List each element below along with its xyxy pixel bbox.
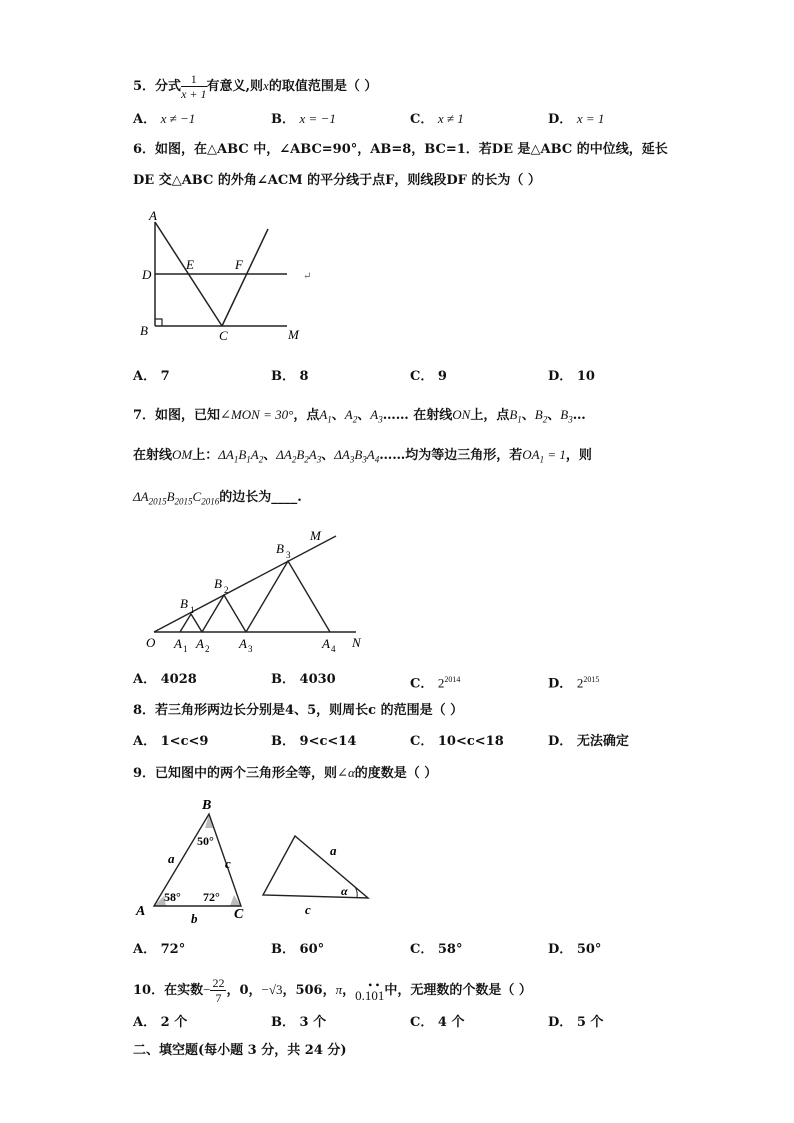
answer-blank[interactable]: ____ [271, 490, 298, 505]
svg-text:3: 3 [248, 644, 253, 654]
svg-text:c: c [305, 902, 311, 917]
q8-option-c[interactable]: C． 10<c<18 [410, 734, 504, 749]
q7-stem-line2: 在射线OM上：$\Delta A_1B_1A_2$、$\Delta A_2B_2A_3$、$\Delta A_3B_3A_4\dots\dots$均为等边三角形，若$OA_1 = 1$，则 [133, 447, 592, 465]
q6-stem-line2: DE 交△ABC 的外角∠ACM 的平分线于点F，则线段DF 的长为（ ） [133, 173, 541, 188]
q7-option-b[interactable]: B． 4030 [271, 672, 336, 687]
q5-option-b[interactable]: B． x = −1 [271, 111, 336, 127]
q6-figure [135, 205, 320, 345]
q7-figure [140, 525, 380, 655]
svg-text:A: A [136, 904, 146, 919]
paragraph-mark: ↵ [303, 271, 312, 282]
svg-text:C: C [234, 907, 244, 922]
triangle-a3b3a4 [246, 561, 330, 632]
label-f: F [235, 257, 243, 272]
q5-stem: 5．分式 $\frac{1}{x + 1}$ 有意义,则x的取值范围是（ ） [133, 72, 378, 101]
svg-text:4: 4 [331, 644, 336, 654]
q10-option-a[interactable]: A． 2 个 [133, 1015, 188, 1030]
q10-option-b[interactable]: B． 3 个 [271, 1015, 327, 1030]
svg-text:B: B [180, 596, 188, 611]
svg-text:72°: 72° [203, 890, 220, 904]
q7-option-a[interactable]: A． 4028 [133, 672, 197, 687]
q9-option-a[interactable]: A． 72° [133, 942, 186, 957]
svg-text:A: A [196, 636, 204, 651]
svg-text:b: b [191, 911, 198, 926]
svg-text:a: a [168, 851, 175, 866]
segment-cf-ray [222, 229, 268, 326]
repeating-decimal: 0.101 • • [355, 978, 385, 1003]
svg-text:A: A [174, 636, 182, 651]
svg-text:58°: 58° [164, 890, 181, 904]
triangle-congruent [263, 836, 368, 898]
triangle-a2b2a3 [202, 595, 246, 632]
q5-option-a[interactable]: A． x ≠ −1 [133, 111, 196, 127]
svg-text:c: c [225, 856, 231, 871]
q10-stem: 10．在实数− $\frac{22}{7}$ ，0，−√3，506，π，0.101 • • 中，无理数的个数是（ ） [133, 976, 532, 1005]
label-e: E [186, 257, 194, 272]
q8-option-d[interactable]: D． 无法确定 [548, 734, 629, 749]
q5-option-c[interactable]: C． x ≠ 1 [410, 111, 464, 127]
svg-text:2: 2 [224, 585, 229, 595]
q6-option-b[interactable]: B． 8 [271, 369, 309, 384]
q10-option-d[interactable]: D． 5 个 [548, 1015, 604, 1030]
q9-option-c[interactable]: C． 58° [410, 942, 463, 957]
q9-option-d[interactable]: D． 50° [548, 942, 602, 957]
label-b: B [140, 323, 148, 338]
section-heading: 二、填空题(每小题 3 分，共 24 分) [133, 1043, 347, 1058]
label-c: C [219, 328, 228, 343]
q5-fraction: $\frac{1}{x + 1}$ [181, 72, 207, 101]
svg-text:50°: 50° [197, 834, 214, 848]
q7-option-c[interactable]: C． $2^{2014}$ [410, 675, 461, 692]
svg-text:O: O [146, 635, 156, 650]
q10-option-c[interactable]: C． 4 个 [410, 1015, 465, 1030]
svg-text:α: α [341, 884, 348, 898]
q9-stem: 9．已知图中的两个三角形全等，则∠α的度数是（ ） [133, 765, 438, 781]
q7-stem-line3: $\Delta A_{2015}B_{2015}C_{2016}$的边长为____. [133, 489, 302, 507]
svg-text:2: 2 [205, 644, 210, 654]
q8-stem: 8．若三角形两边长分别是4、5，则周长c 的范围是（ ） [133, 703, 464, 718]
right-angle-mark [155, 319, 162, 326]
label-m: M [288, 327, 299, 342]
svg-text:M: M [310, 528, 321, 543]
q7-option-d[interactable]: D． $2^{2015}$ [548, 675, 600, 692]
svg-text:1: 1 [190, 605, 195, 615]
label-d: D [142, 267, 152, 282]
svg-text:B: B [276, 541, 284, 556]
svg-text:a: a [330, 843, 337, 858]
q8-option-b[interactable]: B． 9<c<14 [271, 734, 357, 749]
label-a: A [149, 208, 157, 223]
q10-fraction: $\frac{22}{7}$ [212, 976, 225, 1005]
svg-text:B: B [202, 798, 212, 813]
q6-option-a[interactable]: A． 7 [133, 369, 170, 384]
svg-text:1: 1 [183, 644, 188, 654]
svg-text:A: A [322, 636, 330, 651]
q9-option-b[interactable]: B． 60° [271, 942, 325, 957]
svg-text:N: N [352, 635, 361, 650]
q7-stem-line1: 7．如图，已知∠MON = 30°，点$A_1$、$A_2$、$A_3\dots\dots$ 在射线ON上，点$B_1$、$B_2$、$B_3\dots$ [133, 407, 586, 425]
svg-text:A: A [239, 636, 247, 651]
svg-text:3: 3 [286, 550, 291, 560]
q6-option-d[interactable]: D． 10 [548, 369, 595, 384]
q5-option-d[interactable]: D． x = 1 [548, 111, 605, 127]
ray-om [154, 536, 336, 632]
q6-option-c[interactable]: C． 9 [410, 369, 447, 384]
svg-text:B: B [214, 576, 222, 591]
q9-figure [133, 795, 383, 930]
q6-stem-line1: 6．如图，在△ABC 中，∠ABC=90°，AB=8，BC=1．若DE 是△ABC 的中位线，延长 [133, 142, 668, 157]
q8-option-a[interactable]: A． 1<c<9 [133, 734, 209, 749]
